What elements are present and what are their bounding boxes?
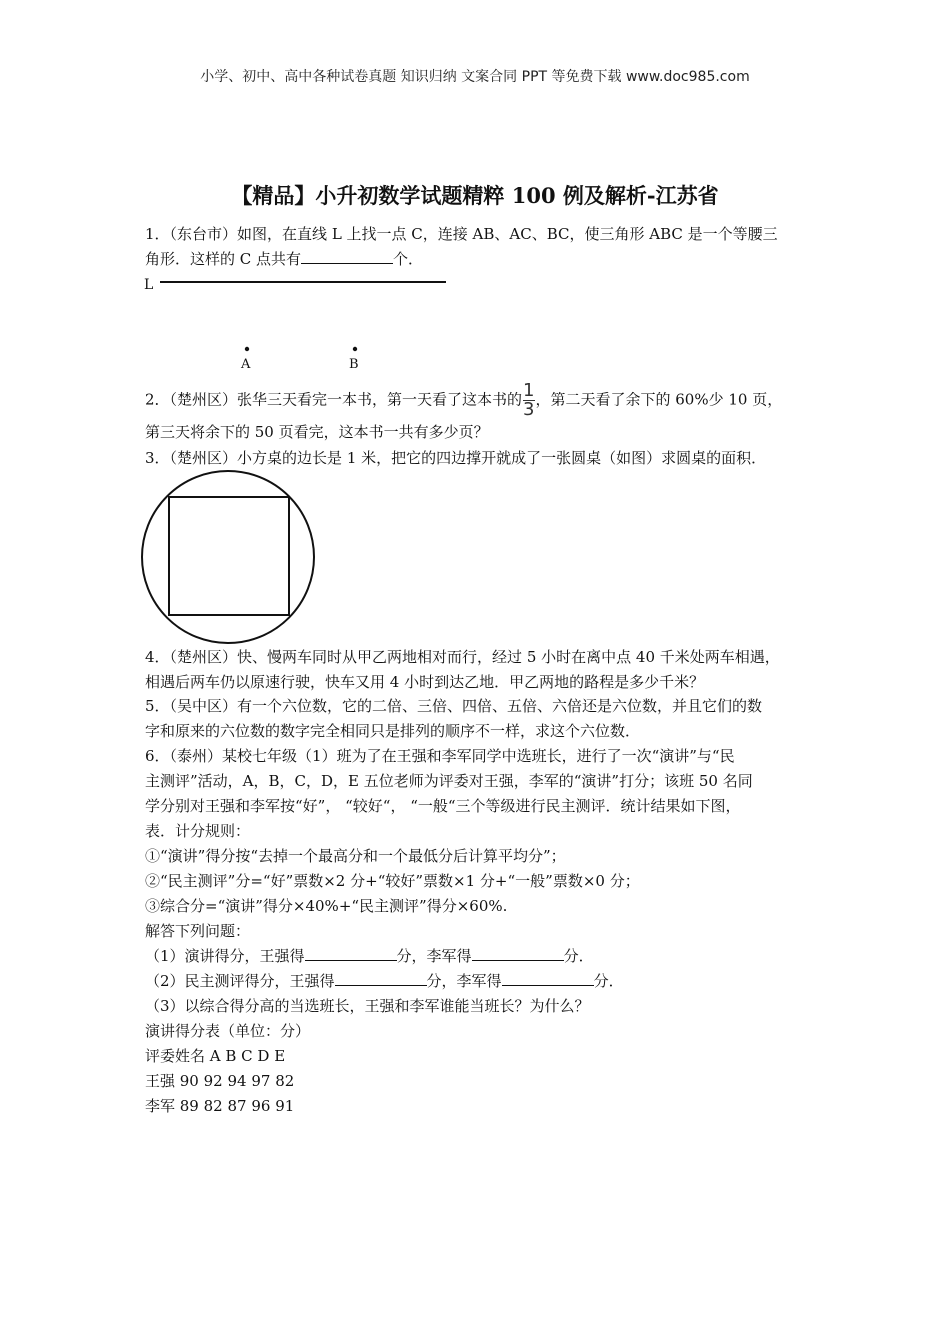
q6-sub2: [145, 971, 624, 991]
q2-line1-text: 2．（楚州区）张华三天看完一本书，第一天看了这本书的: [145, 390, 523, 409]
q6-sub1-end: 分．: [563, 947, 594, 965]
q6-sub1-blank-li: [472, 946, 564, 961]
q6-sub1-blank-wang: [305, 946, 397, 961]
q6-table-row-wang: 王强 90 92 94 97 82: [145, 1072, 295, 1090]
q2-line2: 第三天将余下的 50 页看完，这本书一共有多少页？: [145, 423, 489, 441]
q4-line1: 4．（楚州区）快、慢两车同时从甲乙两地相对而行，经过 5 小时在离中点 40 千米处两车相遇，: [145, 648, 780, 666]
q1-line-label: L: [144, 277, 154, 293]
q2-fraction-denominator: 3: [523, 399, 535, 420]
q3-square-table: [169, 497, 289, 615]
q6-rule2: ②“民主测评”分=“好”票数×2 分+“较好”票数×1 分+“一般”票数×0 分；: [145, 872, 640, 890]
q6-table-row-li: 李军 89 82 87 96 91: [145, 1097, 295, 1115]
q6-sub2-blank-wang: [335, 971, 427, 986]
q1-point-a-label: A: [241, 357, 251, 372]
page-header: 小学、初中、高中各种试卷真题 知识归纳 文案合同 PPT 等免费下载 www.doc985.com: [200, 69, 750, 85]
q6-line3: 学分别对王强和李军按“好”， “较好“， “一般“三个等级进行民主测评．统计结果如下图，: [145, 797, 741, 815]
q6-table-header: 评委姓名 A B C D E: [145, 1047, 286, 1065]
q5-line1: 5．（吴中区）有一个六位数，它的二倍、三倍、四倍、五倍、六倍还是六位数，并且它们的数: [145, 697, 763, 715]
q6-sub2-blank-li: [502, 971, 594, 986]
q1-figure: [140, 270, 460, 380]
document-title: 【精品】小升初数学试题精粹 100 例及解析-江苏省: [231, 183, 719, 208]
q6-line2: 主测评”活动，A，B，C，D，E 五位老师为评委对王强，李军的“演讲”打分；该班 50 名同: [145, 772, 753, 790]
q6-sub3: （3）以综合得分高的当选班长，王强和李军谁能当班长？为什么？: [145, 997, 590, 1015]
q6-rule1: ①“演讲”得分按“去掉一个最高分和一个最低分后计算平均分”；: [145, 847, 566, 865]
q1-point-a: [245, 347, 249, 351]
q6-sub2-end: 分．: [593, 972, 624, 990]
q6-rule3: ③综合分=“演讲”得分×40%+“民主测评”得分×60%.: [145, 897, 508, 915]
q6-sub1-mid: 分，李军得: [396, 947, 472, 965]
q1-line2: [145, 249, 423, 269]
q1-point-b: [353, 347, 357, 351]
q6-line1: 6．（泰州）某校七年级（1）班为了在王强和李军同学中选班长，进行了一次“演讲”与“民: [145, 747, 735, 765]
q6-sub1-text: （1）演讲得分，王强得: [145, 947, 305, 965]
q4-line2: 相遇后两车仍以原速行驶，快车又用 4 小时到达乙地．甲乙两地的路程是多少千米？: [145, 673, 705, 691]
q2-fraction: [523, 380, 535, 420]
q6-sub2-text: （2）民主测评得分，王强得: [145, 972, 335, 990]
q3-line1: 3．（楚州区）小方桌的边长是 1 米，把它的四边撑开就成了一张圆桌（如图）求圆桌的面积．: [145, 449, 767, 467]
q6-line4: 表．计分规则：: [145, 822, 251, 840]
q3-figure: [138, 468, 318, 648]
q2-fraction-numerator: 1: [523, 380, 535, 401]
q1-line1: 1．（东台市）如图，在直线 L 上找一点 C，连接 AB、AC、BC，使三角形 ABC 是一个等腰三: [145, 225, 778, 243]
q5-line2: 字和原来的六位数的数字完全相同只是排列的顺序不一样，求这个六位数．: [145, 722, 641, 740]
q6-ask: 解答下列问题：: [145, 922, 251, 940]
q6-table-caption: 演讲得分表（单位：分）: [145, 1022, 311, 1040]
q1-answer-blank: [301, 249, 393, 264]
q1-line2-text: 角形．这样的 C 点共有: [145, 250, 302, 268]
q1-point-b-label: B: [349, 357, 359, 372]
q2-line1-suffix: ，第二天看了余下的 60%少 10 页，: [535, 390, 783, 409]
q2-line1: [145, 380, 783, 420]
q1-line2-suffix: 个．: [393, 250, 424, 268]
q6-sub2-mid: 分，李军得: [426, 972, 502, 990]
q6-sub1: [145, 946, 594, 966]
